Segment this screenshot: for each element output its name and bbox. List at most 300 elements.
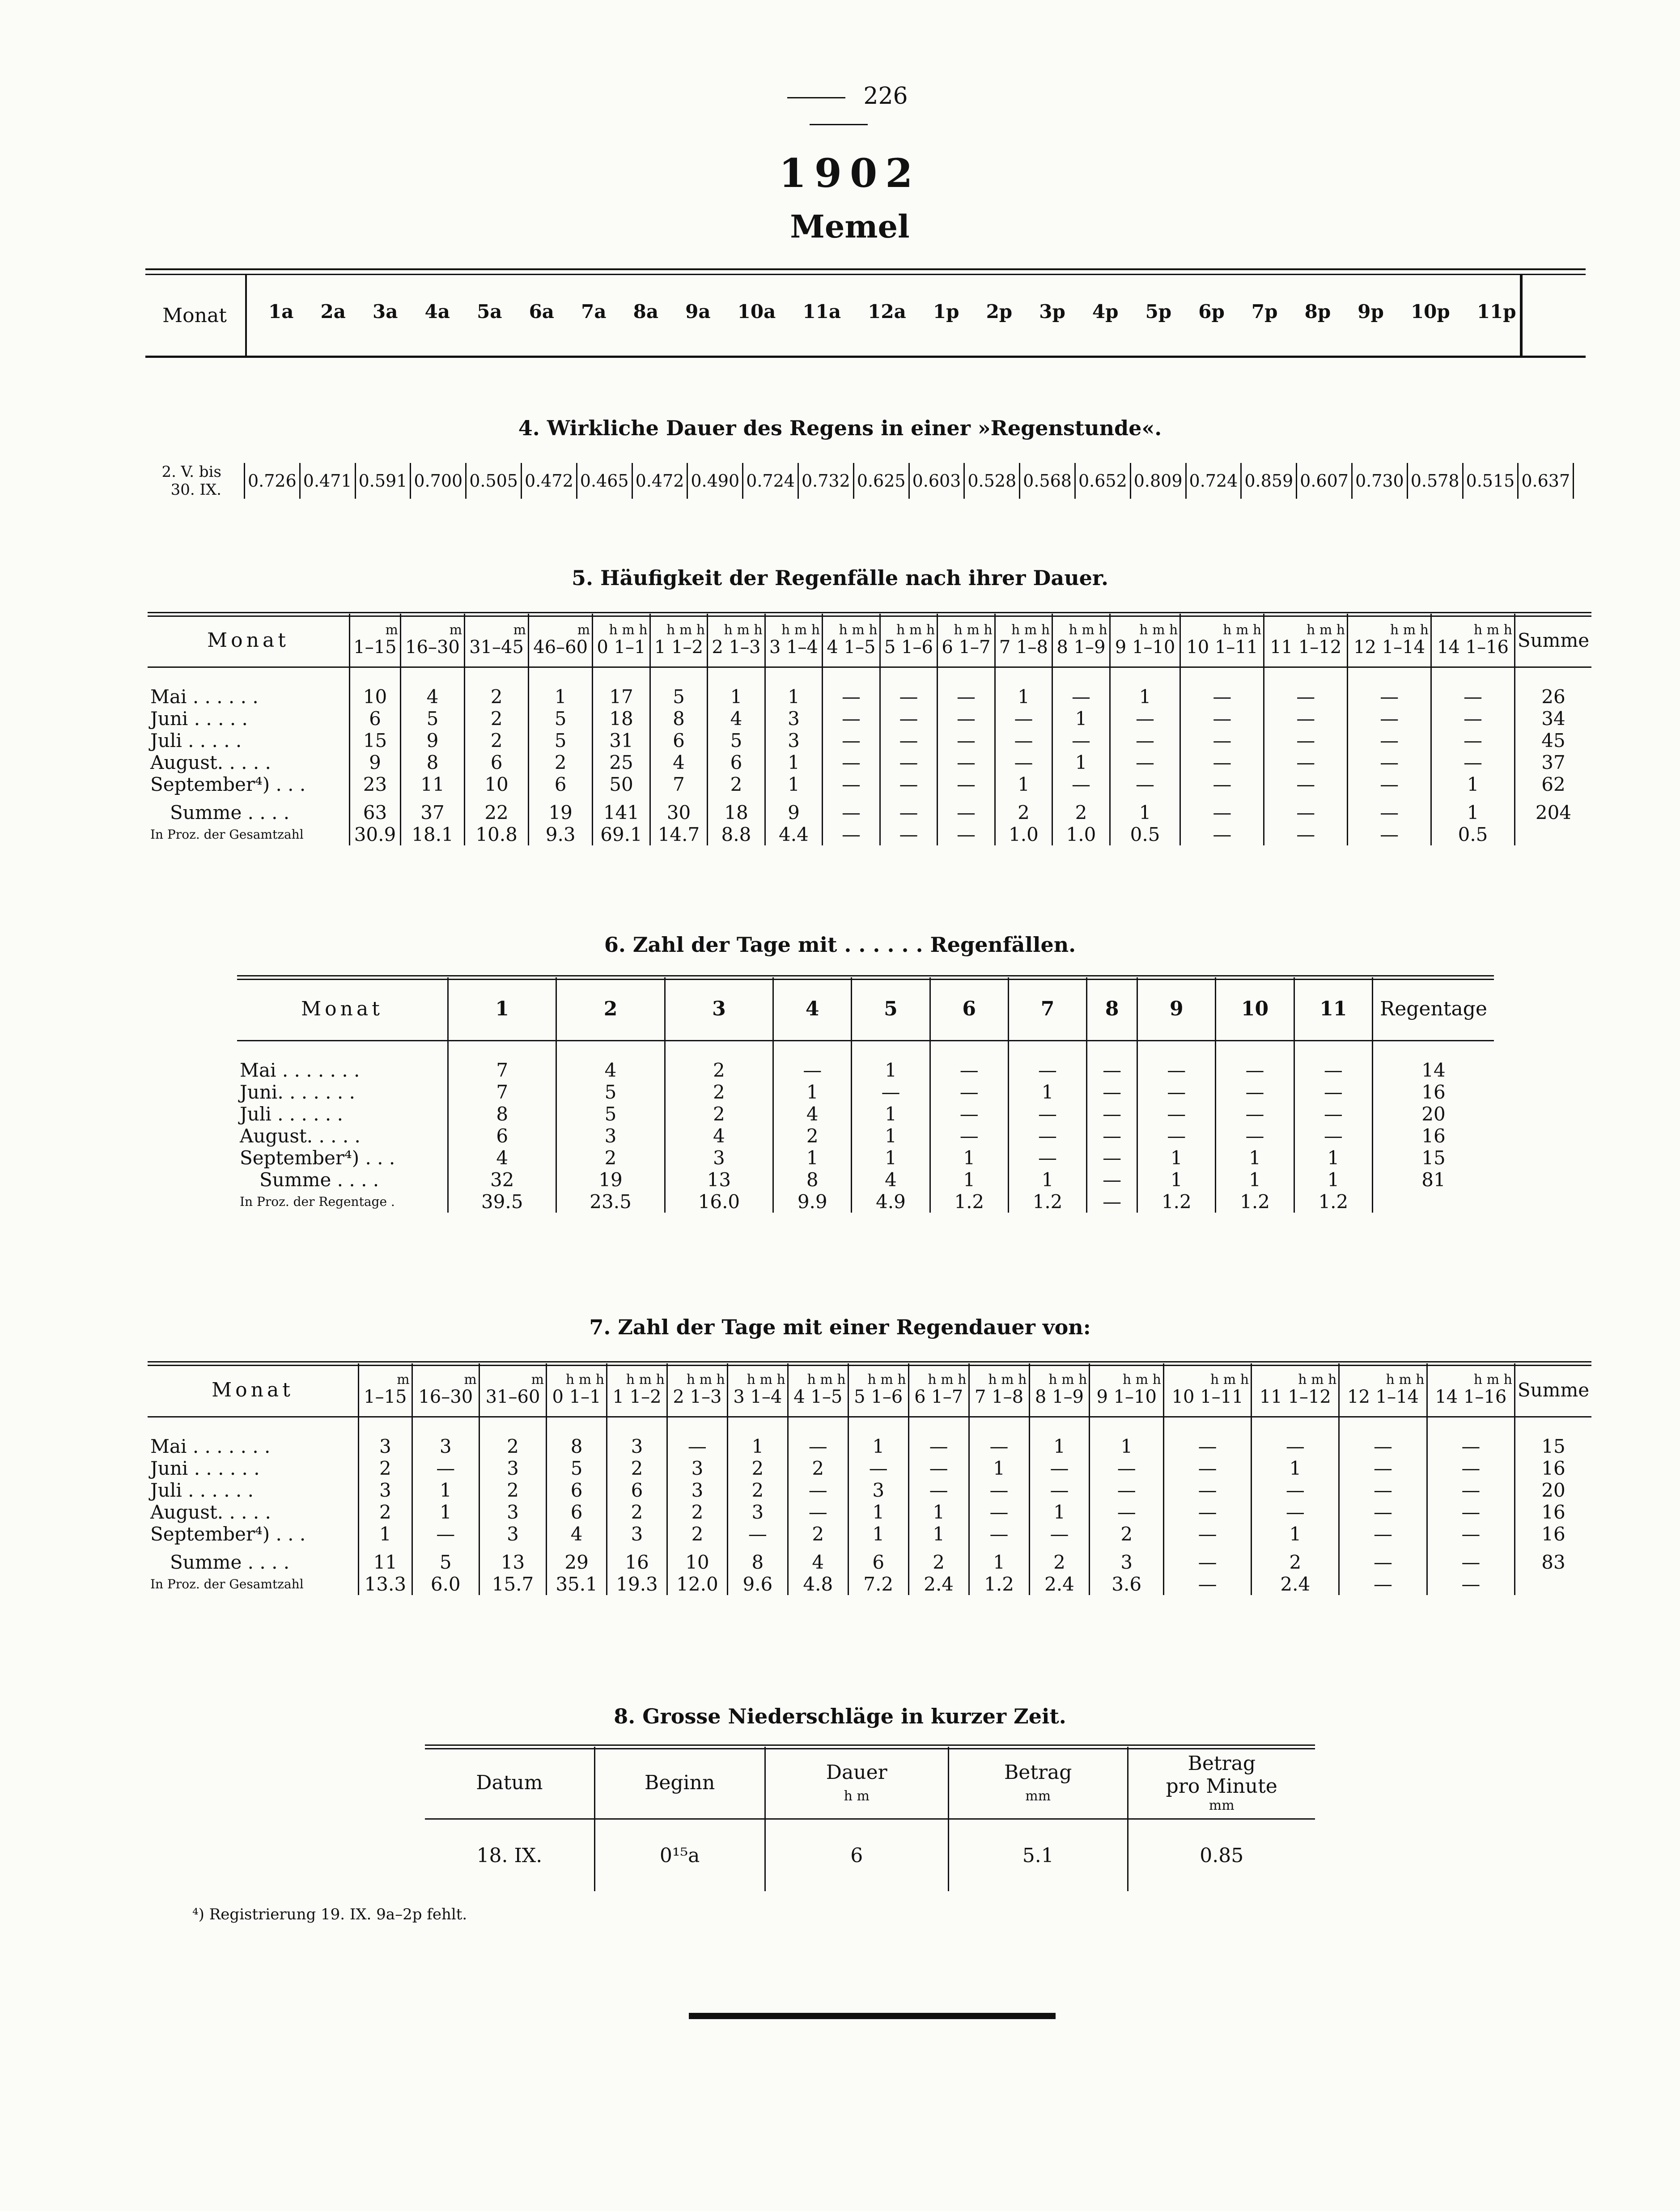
column-range: 5 1–6	[884, 637, 933, 658]
data-cell: —	[1008, 1103, 1086, 1125]
data-cell: —	[1264, 802, 1348, 823]
duration-value: 0.471	[299, 463, 355, 499]
data-cell: 18	[593, 708, 650, 730]
column-range: 11 1–12	[1270, 637, 1342, 658]
row-label: Juli . . . . .	[150, 730, 242, 751]
month-row	[237, 1059, 1494, 1081]
station-title: Memel	[790, 208, 910, 245]
count-column-header: 3	[665, 977, 773, 1041]
data-cell: —	[1427, 1435, 1515, 1457]
data-cell: —	[938, 751, 995, 773]
data-cell: —	[1008, 1125, 1086, 1147]
data-cell: 1	[1137, 1147, 1216, 1169]
column-unit: m	[397, 1372, 410, 1388]
data-cell: —	[1294, 1081, 1372, 1103]
data-cell: 6	[448, 1125, 556, 1147]
data-cell: 1.2	[1137, 1191, 1216, 1213]
spacer-cell	[823, 795, 880, 802]
hours-month-label: Monat	[162, 304, 227, 327]
data-cell: —	[1008, 1147, 1086, 1169]
data-cell: 5	[529, 730, 593, 751]
duration-column-header	[667, 1363, 727, 1417]
data-cell: 31	[593, 730, 650, 751]
page-number: 226	[738, 83, 939, 136]
data-cell: 9.3	[529, 823, 593, 845]
data-cell: —	[1052, 686, 1110, 708]
data-cell: 1.0	[995, 823, 1052, 845]
spacer-cell	[547, 1545, 607, 1551]
data-cell: 1	[852, 1059, 930, 1081]
data-cell: —	[1029, 1479, 1090, 1501]
count-column-header: 8	[1087, 977, 1137, 1041]
data-cell: 2	[665, 1081, 773, 1103]
hour-label: 11p	[1476, 301, 1516, 323]
sum-cell: 16	[1515, 1501, 1592, 1523]
spacer-cell	[529, 795, 593, 802]
data-cell: 6	[607, 1479, 667, 1501]
spacer-cell	[1431, 667, 1515, 686]
duration-value: 0.578	[1407, 463, 1462, 499]
spacer-cell	[1515, 1545, 1592, 1551]
data-cell: 4	[556, 1059, 665, 1081]
spacer-cell	[350, 667, 401, 686]
data-cell: —	[1427, 1551, 1515, 1573]
percent-row	[237, 1191, 1494, 1213]
column-unit: h m h	[1473, 622, 1512, 638]
column-range: 1 1–2	[654, 637, 703, 658]
data-cell: 3.6	[1090, 1573, 1164, 1595]
spacer-cell	[479, 1545, 546, 1551]
data-cell: —	[1339, 1457, 1427, 1479]
duration-column-header	[400, 614, 464, 667]
column-unit: h m h	[781, 622, 820, 638]
count-column-header: 4	[773, 977, 852, 1041]
duration-column-header	[908, 1363, 969, 1417]
data-cell: 2	[1090, 1523, 1164, 1545]
data-cell: —	[1264, 751, 1348, 773]
data-cell: 1	[930, 1169, 1008, 1191]
data-cell: —	[1087, 1081, 1137, 1103]
duration-column-header	[788, 1363, 848, 1417]
data-cell: —	[908, 1435, 969, 1457]
data-cell: —	[1294, 1059, 1372, 1081]
duration-value: 0.724	[1185, 463, 1241, 499]
data-cell: —	[788, 1435, 848, 1457]
data-cell: —	[1090, 1501, 1164, 1523]
data-cell: —	[908, 1457, 969, 1479]
data-cell: —	[852, 1081, 930, 1103]
column-range: 1–15	[353, 637, 397, 658]
duration-value: 0.591	[355, 463, 410, 499]
row-label: Summe . . . .	[259, 1169, 379, 1191]
data-cell: —	[788, 1501, 848, 1523]
data-cell: —	[930, 1125, 1008, 1147]
data-cell: 1	[773, 1147, 852, 1169]
column-range: 31–60	[485, 1387, 540, 1407]
end-rule	[689, 2013, 1056, 2019]
data-cell: 1	[727, 1435, 788, 1457]
data-cell: —	[1264, 708, 1348, 730]
column-unit: h m h	[747, 1372, 785, 1388]
data-cell: 1	[1294, 1147, 1372, 1169]
spacer-cell	[529, 667, 593, 686]
sum-cell: 37	[1515, 751, 1592, 773]
spacer-cell	[848, 1417, 908, 1436]
data-cell: 6	[708, 751, 765, 773]
data-cell: 18	[708, 802, 765, 823]
row-label: Mai . . . . . . .	[240, 1059, 360, 1081]
percent-row	[148, 823, 1591, 845]
count-column-header: 7	[1008, 977, 1086, 1041]
rule	[145, 356, 1586, 358]
spacer-cell	[1110, 667, 1180, 686]
duration-column-header	[1090, 1363, 1164, 1417]
data-cell: 2	[667, 1523, 727, 1545]
data-cell: —	[823, 708, 880, 730]
column-range: 6 1–7	[914, 1387, 963, 1407]
data-cell: —	[1029, 1523, 1090, 1545]
duration-value: 0.730	[1351, 463, 1407, 499]
spacer-cell	[908, 1545, 969, 1551]
column-range: 2 1–3	[673, 1387, 722, 1407]
column-unit: m	[385, 622, 398, 638]
data-cell: 10	[465, 773, 529, 795]
data-cell: 1.2	[1294, 1191, 1372, 1213]
sum-cell: 20	[1515, 1479, 1592, 1501]
row-label: In Proz. der Regentage .	[240, 1194, 395, 1209]
spacer-cell	[593, 667, 650, 686]
duration-column-header	[547, 1363, 607, 1417]
data-cell: —	[1110, 708, 1180, 730]
data-cell: 50	[593, 773, 650, 795]
duration-value: 0.603	[908, 463, 964, 499]
data-cell: —	[823, 686, 880, 708]
column-range: 14 1–16	[1437, 637, 1509, 658]
spacer-cell	[667, 1545, 727, 1551]
data-cell: 2	[995, 802, 1052, 823]
data-cell: 37	[400, 802, 464, 823]
data-cell: 13	[665, 1169, 773, 1191]
column-range: 10 1–11	[1171, 1387, 1243, 1407]
data-cell: 16.0	[665, 1191, 773, 1213]
hour-label: 5a	[477, 301, 502, 323]
data-cell: 9.6	[727, 1573, 788, 1595]
data-cell: —	[1348, 730, 1431, 751]
column-range: 16–30	[418, 1387, 473, 1407]
data-cell: 18.1	[400, 823, 464, 845]
data-cell: —	[1163, 1457, 1251, 1479]
spacer-cell	[547, 1417, 607, 1436]
data-cell: —	[880, 773, 938, 795]
duration-column-header	[1339, 1363, 1427, 1417]
data-cell: 2	[1029, 1551, 1090, 1573]
column-range: 2 1–3	[712, 637, 761, 658]
data-cell: —	[727, 1523, 788, 1545]
data-cell: 2	[667, 1501, 727, 1523]
data-cell: 1	[1431, 773, 1515, 795]
data-cell: 4	[650, 751, 708, 773]
data-cell: 3	[727, 1501, 788, 1523]
hour-label: 1p	[933, 301, 959, 323]
data-cell: —	[995, 708, 1052, 730]
spacer-cell	[479, 1417, 546, 1436]
data-cell: —	[995, 751, 1052, 773]
data-cell: 1	[1294, 1169, 1372, 1191]
duration-column-header	[823, 614, 880, 667]
data-cell: —	[1431, 730, 1515, 751]
sum-cell: 15	[1515, 1435, 1592, 1457]
data-cell: —	[1339, 1573, 1427, 1595]
column-unit: h m h	[666, 622, 705, 638]
spacer-cell	[852, 1041, 930, 1060]
row-label: Juli . . . . . .	[240, 1103, 343, 1125]
data-cell: —	[938, 686, 995, 708]
sum-cell: 15	[1373, 1147, 1494, 1169]
column-range: 8 1–9	[1056, 637, 1106, 658]
data-cell: 63	[350, 802, 401, 823]
data-cell: 13.3	[359, 1573, 412, 1595]
spacer-cell	[148, 1545, 359, 1551]
column-range: 10 1–11	[1186, 637, 1258, 658]
column-range: 9 1–10	[1096, 1387, 1157, 1407]
spacer-cell	[237, 1041, 448, 1060]
hour-label: 10p	[1410, 301, 1450, 323]
data-cell: —	[1052, 730, 1110, 751]
row-label: In Proz. der Gesamtzahl	[150, 827, 304, 842]
column-unit: h m h	[896, 622, 935, 638]
spacer-cell	[593, 795, 650, 802]
data-cell: 4.9	[852, 1191, 930, 1213]
month-row	[148, 730, 1591, 751]
column-unit: h m h	[1298, 1372, 1337, 1388]
count-column-header: 9	[1137, 977, 1216, 1041]
spacer-cell	[969, 1545, 1029, 1551]
column-unit: h m h	[686, 1372, 725, 1388]
data-cell: 4.8	[788, 1573, 848, 1595]
data-cell: 10	[667, 1551, 727, 1573]
duration-column-header	[1052, 614, 1110, 667]
data-cell: 1	[969, 1551, 1029, 1573]
data-cell: 8	[727, 1551, 788, 1573]
data-cell: 1	[765, 773, 823, 795]
data-cell: —	[1431, 751, 1515, 773]
data-cell: 19	[529, 802, 593, 823]
data-cell: 2.4	[1029, 1573, 1090, 1595]
spacer-cell	[1137, 1041, 1216, 1060]
column-range: 7 1–8	[975, 1387, 1024, 1407]
data-cell: —	[1180, 751, 1264, 773]
count-column-header: 1	[448, 977, 556, 1041]
data-cell: 6	[848, 1551, 908, 1573]
data-cell: 22	[465, 802, 529, 823]
duration-column-header	[765, 614, 823, 667]
duration-column-header	[848, 1363, 908, 1417]
duration-value: 0.505	[465, 463, 521, 499]
month-row	[148, 773, 1591, 795]
data-cell: 1	[765, 686, 823, 708]
spacer-cell	[908, 1417, 969, 1436]
month-row	[148, 1479, 1591, 1501]
data-cell: 1	[852, 1125, 930, 1147]
data-cell: —	[1163, 1573, 1251, 1595]
spacer-cell	[1348, 795, 1431, 802]
data-cell: 1	[1029, 1435, 1090, 1457]
column-unit: m	[464, 1372, 477, 1388]
data-cell: 8	[547, 1435, 607, 1457]
betrag-header: Betrag mm	[948, 1747, 1128, 1819]
duration-value: 0.652	[1074, 463, 1130, 499]
data-cell: —	[880, 730, 938, 751]
spacer-cell	[708, 667, 765, 686]
duration-column-header	[1348, 614, 1431, 667]
duration-value: 0.490	[687, 463, 742, 499]
spacer-cell	[1427, 1417, 1515, 1436]
data-cell: —	[667, 1435, 727, 1457]
data-cell: 5	[556, 1081, 665, 1103]
section8-title: 8. Grosse Niederschläge in kurzer Zeit.	[614, 1704, 1066, 1728]
count-column-header: 10	[1216, 977, 1294, 1041]
data-cell: —	[823, 730, 880, 751]
spacer-cell	[359, 1545, 412, 1551]
data-cell: 1	[995, 686, 1052, 708]
duration-column-header	[650, 614, 708, 667]
hour-label: 2a	[320, 301, 346, 323]
column-unit: h m h	[928, 1372, 967, 1388]
rule	[1520, 275, 1523, 356]
spacer-cell	[607, 1545, 667, 1551]
spacer-cell	[1431, 795, 1515, 802]
section5-title: 5. Häufigkeit der Regenfälle nach ihrer Dauer.	[572, 566, 1108, 590]
spacer-cell	[400, 667, 464, 686]
hour-label: 10a	[737, 301, 776, 323]
spacer-cell	[350, 795, 401, 802]
data-cell: 1	[1008, 1081, 1086, 1103]
data-cell: 1	[708, 686, 765, 708]
data-cell: —	[1252, 1501, 1339, 1523]
rule	[237, 975, 1494, 976]
sum-cell: 34	[1515, 708, 1592, 730]
spacer-row	[237, 1041, 1494, 1060]
data-cell: —	[1348, 686, 1431, 708]
betrag-pro-minute-header: Betrag pro Minute mm	[1128, 1747, 1315, 1819]
data-cell: 2	[665, 1103, 773, 1125]
spacer-cell	[1339, 1545, 1427, 1551]
duration-value: 0.515	[1462, 463, 1518, 499]
duration-value: 0.724	[742, 463, 798, 499]
data-cell: —	[1163, 1501, 1251, 1523]
data-cell: —	[1110, 730, 1180, 751]
data-cell: 23	[350, 773, 401, 795]
spacer-cell	[1163, 1545, 1251, 1551]
data-cell: 2.4	[908, 1573, 969, 1595]
hour-label: 12a	[868, 301, 906, 323]
data-cell: 6	[350, 708, 401, 730]
data-cell: 0.5	[1431, 823, 1515, 845]
total-row	[148, 802, 1591, 823]
data-cell: —	[1427, 1457, 1515, 1479]
data-cell: 1	[412, 1479, 479, 1501]
data-cell: 2	[773, 1125, 852, 1147]
data-cell: 39.5	[448, 1191, 556, 1213]
spacer-cell	[1029, 1417, 1090, 1436]
data-cell: —	[1264, 686, 1348, 708]
data-cell: 3	[359, 1479, 412, 1501]
data-cell: 2	[556, 1147, 665, 1169]
sum-cell: 62	[1515, 773, 1592, 795]
data-cell: 2	[359, 1457, 412, 1479]
row-label: In Proz. der Gesamtzahl	[150, 1577, 304, 1591]
data-cell: 1	[995, 773, 1052, 795]
column-range: 12 1–14	[1353, 637, 1425, 658]
count-column-header: 6	[930, 977, 1008, 1041]
data-cell: —	[969, 1479, 1029, 1501]
datum-header: Datum	[476, 1771, 543, 1794]
header-row	[237, 977, 1494, 1041]
data-cell: —	[1087, 1103, 1137, 1125]
data-cell: 4	[773, 1103, 852, 1125]
column-unit: h m h	[565, 1372, 605, 1388]
data-cell: 19.3	[607, 1573, 667, 1595]
data-cell: 5	[708, 730, 765, 751]
row-label: August. . . . .	[240, 1125, 361, 1147]
data-cell: —	[1090, 1479, 1164, 1501]
spacer-cell	[400, 795, 464, 802]
percent-row	[148, 1573, 1591, 1595]
data-cell: —	[1137, 1103, 1216, 1125]
data-cell: —	[1294, 1103, 1372, 1125]
data-cell: 1	[1110, 802, 1180, 823]
sum-cell: 14	[1373, 1059, 1494, 1081]
data-cell: —	[880, 823, 938, 845]
data-cell: —	[412, 1457, 479, 1479]
data-cell: —	[1087, 1169, 1137, 1191]
data-cell: —	[1431, 708, 1515, 730]
spacer-cell	[1348, 667, 1431, 686]
column-unit: h m h	[1473, 1372, 1512, 1388]
data-cell: 7.2	[848, 1573, 908, 1595]
duration-column-header	[1264, 614, 1348, 667]
column-unit: h m h	[1069, 622, 1107, 638]
data-cell: 1	[852, 1103, 930, 1125]
sum-cell: 83	[1515, 1551, 1592, 1573]
month-row	[237, 1103, 1494, 1125]
column-range: 4 1–5	[827, 637, 876, 658]
column-range: 11 1–12	[1259, 1387, 1331, 1407]
data-cell: 5	[556, 1103, 665, 1125]
column-unit: m	[513, 622, 526, 638]
spacer-cell	[1373, 1041, 1494, 1060]
data-cell: 8.8	[708, 823, 765, 845]
data-cell: 6.0	[412, 1573, 479, 1595]
duration-column-header	[607, 1363, 667, 1417]
sum-cell: 45	[1515, 730, 1592, 751]
data-cell: 10.8	[465, 823, 529, 845]
spacer-row	[148, 1545, 1591, 1551]
column-unit: h m h	[1306, 622, 1345, 638]
row-label: Summe . . . .	[170, 1551, 290, 1573]
column-range: 1 1–2	[612, 1387, 662, 1407]
month-row	[237, 1081, 1494, 1103]
data-cell: —	[788, 1479, 848, 1501]
data-cell: 3	[667, 1479, 727, 1501]
data-cell: —	[1110, 751, 1180, 773]
data-cell: —	[938, 773, 995, 795]
duration-value: 0.625	[853, 463, 908, 499]
data-cell: —	[823, 802, 880, 823]
data-cell: 2	[607, 1501, 667, 1523]
data-cell: 5	[650, 686, 708, 708]
data-cell: —	[1252, 1435, 1339, 1457]
